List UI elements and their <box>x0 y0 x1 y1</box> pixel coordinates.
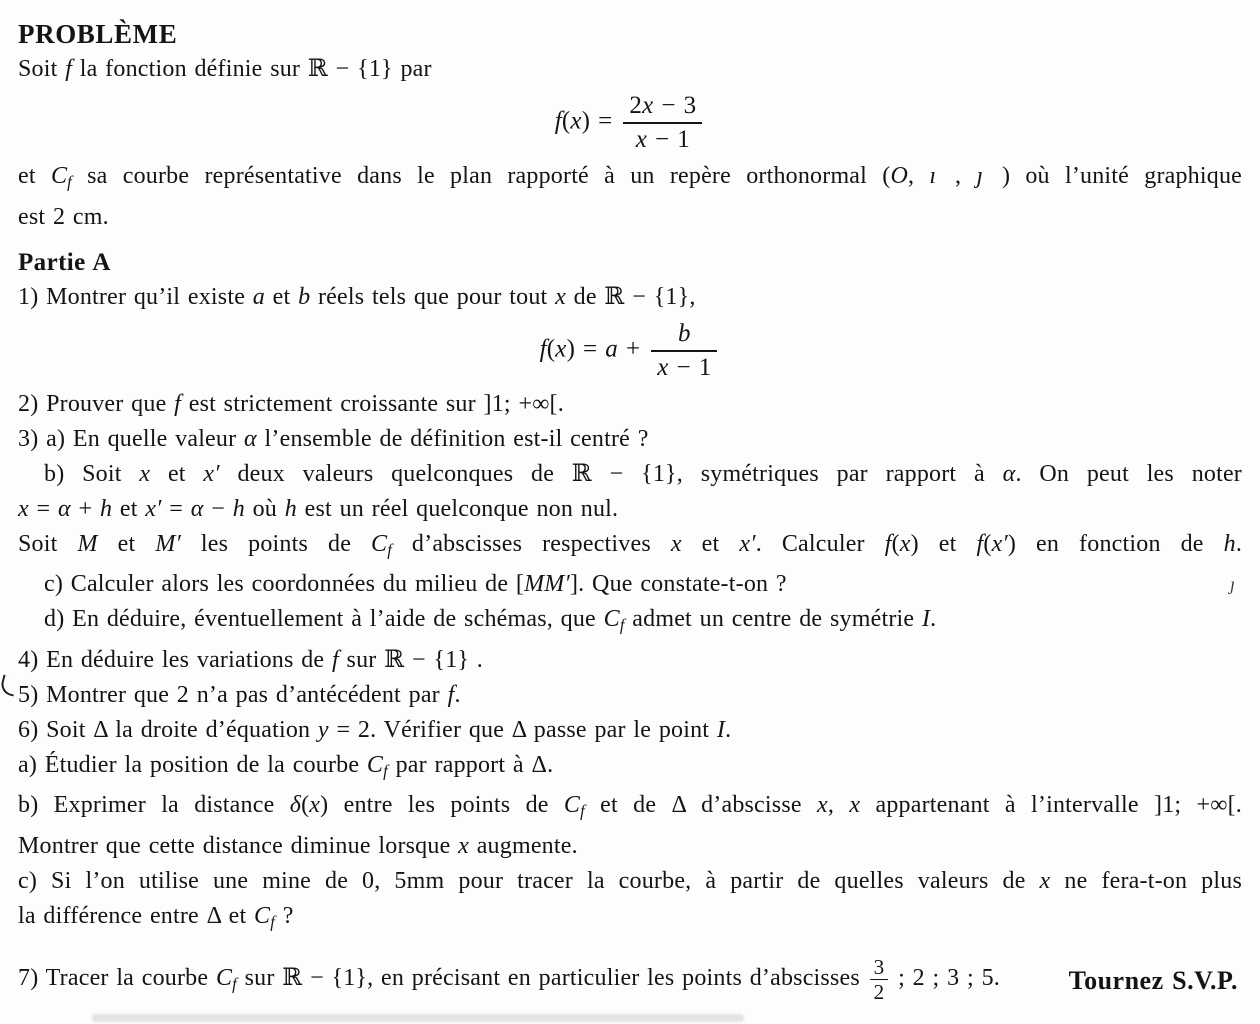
text-segment: 6) Soit Δ la droite d’équation <box>18 716 318 743</box>
text-segment: de ℝ − {1}, <box>565 283 696 310</box>
text-segment: c) Calculer alors les coordonnées du milieu de [ <box>44 571 525 598</box>
text-segment: a) Étudier la position de la courbe <box>18 751 367 778</box>
item-1 <box>18 280 1242 315</box>
text-segment: b <box>677 319 691 347</box>
text-segment: admet un centre de symétrie <box>624 606 922 633</box>
text-segment: C <box>371 530 388 557</box>
text-segment: f <box>65 56 73 82</box>
text-segment: C <box>603 606 620 633</box>
text-segment: f <box>884 530 892 557</box>
text-segment: et <box>150 460 204 487</box>
text-segment: x <box>555 283 566 310</box>
text-segment: par rapport à Δ. <box>387 751 554 778</box>
text-segment: , <box>954 163 977 189</box>
text-segment: − 1 <box>647 126 690 153</box>
text-segment: 2) Prouver que <box>18 390 175 417</box>
text-segment: = <box>161 495 191 522</box>
text-segment: est un réel quelconque non nul. <box>296 495 619 522</box>
text-segment: = <box>28 495 58 522</box>
item-4 <box>18 643 1242 678</box>
text-segment: et <box>264 283 299 310</box>
text-segment: y <box>317 716 329 743</box>
text-segment: O <box>890 163 908 189</box>
text-segment: 2 <box>873 980 885 1005</box>
text-segment: 7) Tracer la courbe <box>18 965 216 992</box>
item-3b <box>18 457 1242 492</box>
text-segment: f <box>232 974 237 994</box>
text-segment: . <box>725 716 732 743</box>
text-segment: C <box>215 965 233 992</box>
text-segment: ) = <box>581 107 621 135</box>
text-segment: ( <box>546 335 556 363</box>
text-segment: C <box>366 751 384 778</box>
item-6b <box>18 788 1242 829</box>
text-segment: et <box>112 495 146 522</box>
text-segment: x <box>817 792 828 819</box>
text-segment: et de Δ d’abscisse <box>584 792 817 819</box>
text-segment: f <box>331 646 339 673</box>
item-6c <box>18 864 1242 899</box>
text-segment: MM′ <box>524 571 570 598</box>
text-segment: b <box>298 283 311 310</box>
text-segment: b) Soit <box>44 460 140 487</box>
text-segment: sa courbe représentative dans le plan rapporté à un repère orthonormal ( <box>71 163 891 189</box>
fraction <box>651 319 717 383</box>
intro-cont-1 <box>18 159 1242 200</box>
text-segment: + <box>618 335 649 363</box>
text-segment: x <box>139 460 151 487</box>
text-segment: la différence entre Δ et <box>18 902 255 929</box>
text-segment: I <box>921 606 931 633</box>
text-segment: . <box>454 681 461 708</box>
text-segment: h <box>1223 530 1236 557</box>
document-body <box>18 52 1242 1004</box>
text-segment: M <box>77 530 98 557</box>
item-6c-cont <box>18 899 1242 940</box>
fraction <box>623 91 702 155</box>
text-segment: l’ensemble de définition est-il centré ? <box>256 425 649 452</box>
text-segment: α <box>244 425 257 452</box>
text-segment: f <box>67 172 72 192</box>
text-segment: Montrer que cette distance diminue lorsque <box>18 832 459 859</box>
text-segment: f <box>270 912 275 932</box>
text-segment: ı⃗ <box>929 163 955 189</box>
text-segment: h <box>99 495 113 522</box>
text-segment: x <box>570 107 582 135</box>
text-segment: f <box>976 530 984 557</box>
text-segment: sur ℝ − {1}, en précisant en particulier les points d’abscisses <box>236 965 868 992</box>
text-segment: 3 <box>873 955 885 980</box>
text-segment: α <box>58 495 71 522</box>
text-segment: ȷ⃗ <box>976 163 1002 189</box>
text-segment: et <box>18 163 51 189</box>
text-segment: , <box>827 792 850 819</box>
text-segment: f <box>383 761 388 781</box>
text-segment: . On peut les noter <box>1015 460 1243 487</box>
text-segment: C <box>50 163 68 189</box>
text-segment: + <box>70 495 100 522</box>
text-segment: ) entre les points de <box>320 792 564 819</box>
text-segment: x <box>18 495 29 522</box>
text-segment: x <box>1039 867 1051 894</box>
item-6 <box>18 713 1242 748</box>
text-segment: . <box>1235 530 1243 557</box>
text-segment: 2 <box>629 92 643 119</box>
partie-a-heading <box>18 245 1242 280</box>
text-segment: x <box>309 792 321 819</box>
text-segment: f <box>447 681 455 708</box>
text-segment: ; 2 ; 3 ; 5. <box>890 965 1000 992</box>
page-title: PROBLÈME <box>18 19 178 49</box>
text-segment: . Calculer <box>755 530 885 557</box>
text-segment: f <box>174 390 182 417</box>
text-segment: x <box>642 92 654 119</box>
text-segment: d’abscisses respectives <box>391 530 671 557</box>
text-segment: x <box>899 530 911 557</box>
text-segment: sur ℝ − {1} . <box>338 646 484 673</box>
intro-cont-2 <box>18 200 1242 235</box>
text-segment: I <box>716 716 726 743</box>
text-segment: x <box>670 530 682 557</box>
text-segment: x <box>555 335 567 363</box>
text-segment: x <box>458 832 469 859</box>
text-segment: α <box>190 495 204 522</box>
text-segment: et <box>97 530 156 557</box>
text-segment: x′ <box>203 460 220 487</box>
text-segment: la fonction définie sur ℝ − {1} par <box>72 56 432 82</box>
text-segment: ne fera-t-on plus <box>1050 867 1242 894</box>
text-segment: = 2. Vérifier que Δ passe par le point <box>328 716 717 743</box>
footer-tournez: Tournez S.V.P. <box>1068 966 1238 995</box>
item-3d <box>18 602 1242 643</box>
text-segment: f <box>580 801 585 821</box>
text-segment: est strictement croissante sur ]1; +∞[. <box>181 390 564 417</box>
text-segment: est 2 cm. <box>18 203 109 230</box>
item-3a <box>18 422 1242 457</box>
text-segment: x <box>657 353 669 381</box>
text-segment: f <box>554 107 562 135</box>
text-segment: ) où l’unité graphique <box>1001 163 1243 189</box>
text-segment: réels tels que pour tout <box>310 283 556 310</box>
scan-mark-stray: ȷ <box>1230 574 1236 594</box>
text-segment: h <box>232 495 245 522</box>
text-segment: ( <box>891 530 900 557</box>
text-segment: ) en fonction de <box>1007 530 1224 557</box>
scan-artifact-bar <box>92 1014 744 1022</box>
text-segment: deux valeurs quelconques de ℝ − {1}, symétriques par rapport à <box>219 460 1003 487</box>
intro-line <box>18 52 1242 87</box>
text-segment: ) = <box>566 335 606 363</box>
text-segment: f <box>539 335 547 363</box>
text-segment: α <box>1002 460 1016 487</box>
text-segment: a <box>605 335 618 363</box>
text-segment: Partie A <box>18 248 111 276</box>
text-segment: ( <box>561 107 571 135</box>
text-segment: appartenant à l’intervalle ]1; +∞[. <box>860 792 1242 819</box>
text-segment: 3) a) En quelle valeur <box>18 425 245 452</box>
text-segment: − 3 <box>653 92 697 119</box>
text-segment: , <box>908 163 930 189</box>
text-segment: d) En déduire, éventuellement à l’aide de schémas, que <box>44 606 604 633</box>
item-7 <box>18 955 1242 1004</box>
scan-mark-hook <box>0 674 18 696</box>
text-segment: δ <box>289 792 302 819</box>
fraction <box>870 955 889 1004</box>
text-segment: 1) Montrer qu’il existe <box>18 283 253 310</box>
text-segment: M′ <box>155 530 181 557</box>
item-3b-cont <box>18 492 1242 527</box>
item-6a <box>18 748 1242 789</box>
item-2 <box>18 387 1242 422</box>
text-segment: x <box>849 792 861 819</box>
item-3c <box>18 567 1242 602</box>
text-segment: − <box>203 495 233 522</box>
text-segment: x <box>635 126 648 153</box>
text-segment: ]. Que constate-t-on ? <box>569 571 787 598</box>
text-segment: . <box>930 606 937 633</box>
item-5 <box>18 678 1242 713</box>
text-segment: ( <box>983 530 992 557</box>
text-segment: augmente. <box>469 832 578 859</box>
text-segment: f <box>619 615 625 635</box>
item-3b-cont-2 <box>18 527 1242 568</box>
text-segment: ) et <box>910 530 977 557</box>
formula-fx <box>18 91 1242 155</box>
text-segment: les points de <box>180 530 372 557</box>
item-6b-cont <box>18 829 1242 864</box>
text-segment: C <box>254 902 271 929</box>
text-segment: où <box>244 495 285 522</box>
text-segment: a <box>252 283 265 310</box>
text-segment: − 1 <box>668 353 712 381</box>
text-segment: ? <box>275 902 294 929</box>
text-segment: Soit <box>18 530 78 557</box>
text-segment: et <box>681 530 740 557</box>
text-segment: x′ <box>739 530 756 557</box>
text-segment: C <box>563 792 581 819</box>
text-segment: 4) En déduire les variations de <box>18 646 332 673</box>
text-segment: ( <box>301 792 310 819</box>
text-segment: 5) Montrer que 2 n’a pas d’antécédent par <box>18 681 448 708</box>
text-segment: h <box>284 495 297 522</box>
text-segment: Soit <box>18 56 66 82</box>
text-segment: b) Exprimer la distance <box>18 792 290 819</box>
formula-ab <box>18 319 1242 383</box>
text-segment: x′ <box>991 530 1008 557</box>
text-segment: f <box>387 540 392 560</box>
text-segment: c) Si l’on utilise une mine de 0, 5mm pour tracer la courbe, à partir de quelles valeurs de <box>18 867 1040 894</box>
text-segment: x′ <box>145 495 162 522</box>
